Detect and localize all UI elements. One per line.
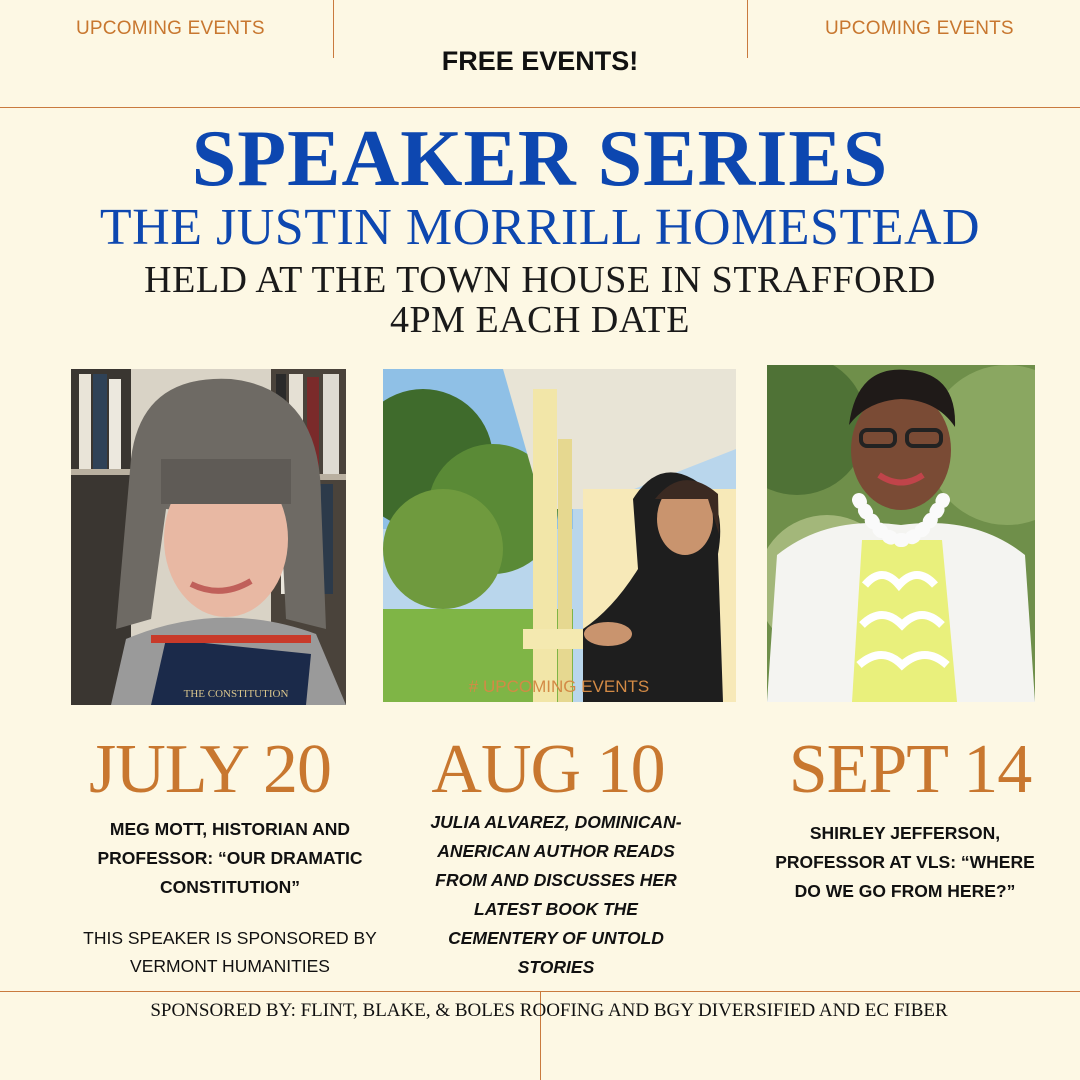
sponsors-footer: SPONSORED BY: FLINT, BLAKE, & BOLES ROOFING AND BGY DIVERSIFIED AND EC FIBER <box>150 1000 948 1021</box>
date-july-20: JULY 20 <box>89 731 331 808</box>
book-title-text: THE CONSTITUTION <box>183 688 289 700</box>
date-aug-10: AUG 10 <box>431 731 665 808</box>
description-line: MEG MOTT, HISTORIAN AND <box>109 819 351 839</box>
speaker-description-julia-alvarez <box>396 808 716 982</box>
series-title: SPEAKER SERIES <box>191 115 889 203</box>
note-line: THIS SPEAKER IS SPONSORED BY <box>83 928 377 948</box>
speaker-description-shirley-jefferson <box>745 819 1065 906</box>
header-rule <box>0 107 1080 108</box>
description-line: PROFESSOR: “OUR DRAMATIC <box>97 848 363 868</box>
speaker-description-meg-mott <box>70 815 390 902</box>
description-line: ANERICAN AUTHOR READS <box>437 841 675 861</box>
time-line: 4PM EACH DATE <box>390 299 690 341</box>
description-line: LATEST BOOK THE <box>474 899 638 919</box>
sponsor-note-meg-mott <box>70 924 390 980</box>
description-line: FROM AND DISCUSSES HER <box>435 870 677 890</box>
venue-line: HELD AT THE TOWN HOUSE IN STRAFFORD <box>144 259 936 301</box>
speaker-photo-meg-mott <box>71 369 346 705</box>
description-line: DO WE GO FROM HERE?” <box>794 881 1016 901</box>
speaker-photo-julia-alvarez <box>383 369 736 702</box>
description-line: SHIRLEY JEFFERSON, <box>809 823 1001 843</box>
description-line: PROFESSOR AT VLS: “WHERE <box>775 852 1035 872</box>
upcoming-events-right: UPCOMING EVENTS <box>825 18 1014 39</box>
upcoming-events-left: UPCOMING EVENTS <box>76 18 265 39</box>
date-sept-14: SEPT 14 <box>788 731 1032 808</box>
speaker-photo-shirley-jefferson <box>767 365 1035 702</box>
homestead-title: THE JUSTIN MORRILL HOMESTEAD <box>99 199 981 256</box>
note-line: VERMONT HUMANITIES <box>130 956 330 976</box>
photo-watermark: # UPCOMING EVENTS <box>468 677 650 696</box>
description-line: JULIA ALVAREZ, DOMINICAN- <box>430 812 682 832</box>
description-line: CEMENTERY OF UNTOLD <box>448 928 664 948</box>
description-line: STORIES <box>517 957 595 977</box>
description-line: CONSTITUTION” <box>160 877 300 897</box>
free-events-label: FREE EVENTS! <box>441 46 639 76</box>
